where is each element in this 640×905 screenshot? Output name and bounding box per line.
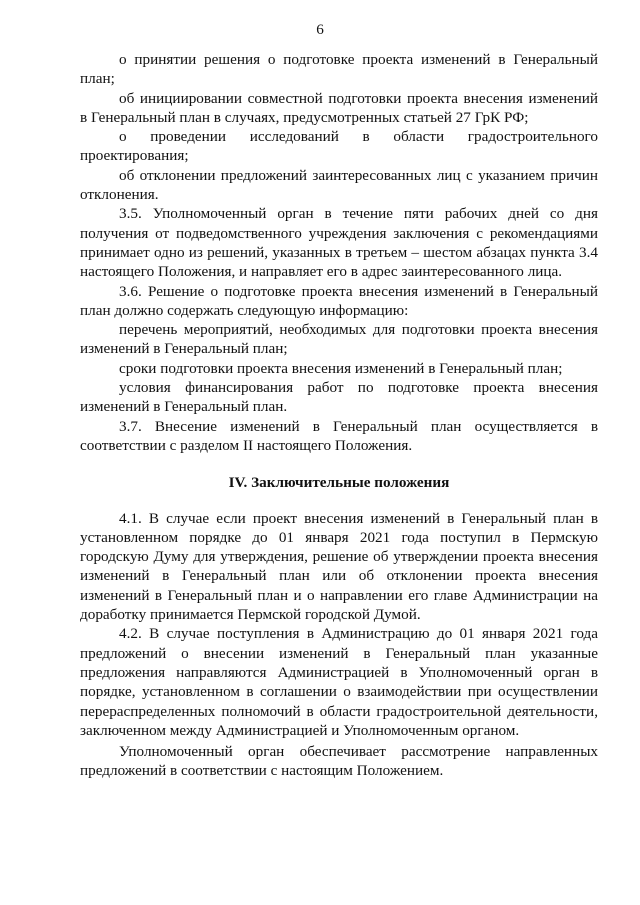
paragraph: условия финансирования работ по подготовке проекта внесения изменений в Генеральный план. — [80, 379, 598, 416]
paragraph: 3.5. Уполномоченный орган в течение пяти рабочих дней со дня получения от подведомственного учреждения заключения с рекомендациями принимает одно из решений, указанных в третьем – шестом абзацах пункта 3.4 настоящего Положения, и направляет его в адрес заинтересованного лица. — [80, 205, 598, 281]
paragraph: 4.2. В случае поступления в Администрацию до 01 января 2021 года предложений о внесении изменений в Генеральный план указанные предложения направляются Администрацией в Уполномоченный орган в порядке, установленном в соглашении о взаимодействии при осуществлении перераспределенных полномочий в области градостроительной деятельности, заключенном между Администрацией и Уполномоченным органом. — [80, 625, 598, 739]
section-heading: IV. Заключительные положения — [228, 474, 450, 492]
paragraph: 4.1. В случае если проект внесения изменений в Генеральный план в установленном порядке до 01 января 2021 года поступил в Пермскую городскую Думу для утверждения, решение об утверждении проекта внесения изменений в Генеральный план или об отклонении проекта внесения изменений в Генеральный план и о направлении его главе Администрации на доработку принимается Пермской городской Думой. — [80, 509, 598, 624]
document-body — [80, 50, 598, 781]
paragraph: об инициировании совместной подготовки проекта внесения изменений в Генеральный план в случаях, предусмотренных статьей 27 ГрК РФ; — [80, 89, 598, 126]
paragraph: сроки подготовки проекта внесения изменений в Генеральный план; — [119, 359, 563, 377]
paragraph: об отклонении предложений заинтересованных лиц с указанием причин отклонения. — [80, 166, 598, 204]
paragraph: 3.7. Внесение изменений в Генеральный план осуществляется в соответствии с разделом II настоящего Положения. — [80, 417, 598, 454]
paragraph: о принятии решения о подготовке проекта изменений в Генеральный план; — [80, 51, 598, 88]
paragraph: перечень мероприятий, необходимых для подготовки проекта внесения изменений в Генеральный план; — [80, 321, 598, 358]
paragraph: 3.6. Решение о подготовке проекта внесения изменений в Генеральный план должно содержать следующую информацию: — [80, 282, 598, 319]
paragraph: Уполномоченный орган обеспечивает рассмотрение направленных предложений в соответствии с настоящим Положением. — [80, 743, 598, 780]
page-number: 6 — [316, 21, 324, 38]
paragraph: о проведении исследований в области градостроительного проектирования; — [80, 128, 598, 165]
